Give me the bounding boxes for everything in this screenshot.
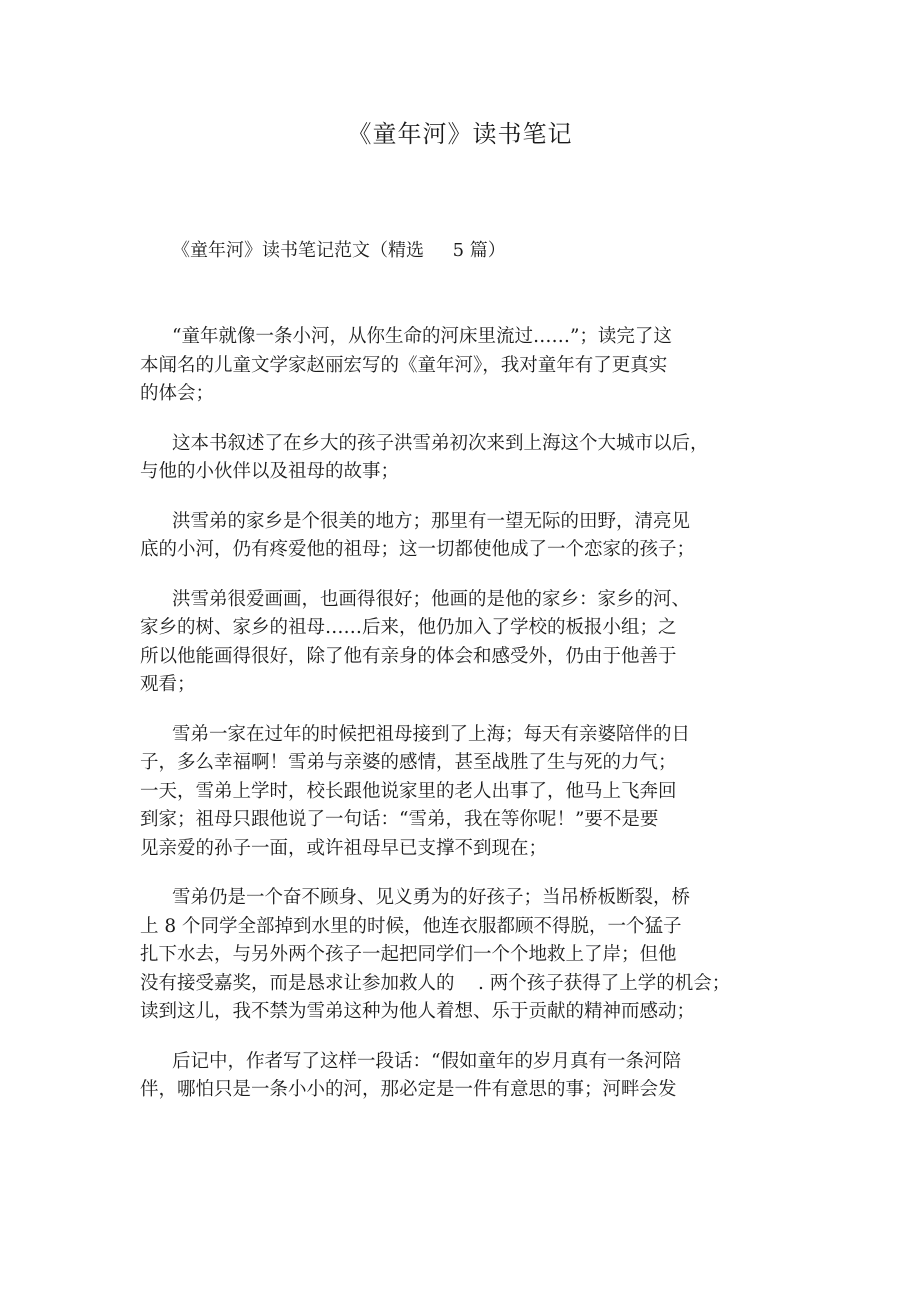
text-line: 底的小河，仍有疼爱他的祖母；这一切都使他成了一个恋家的孩子； — [140, 539, 696, 560]
document-body — [140, 323, 780, 1126]
text-line: 没有接受嘉奖，而是恳求让参加救人的 . 两个孩子获得了上学的机会； — [140, 972, 731, 994]
text-line: 观看； — [140, 674, 196, 695]
paragraph — [140, 508, 780, 565]
document-title: 《童年河》读书笔记 — [347, 120, 573, 148]
text-line: 所以他能画得很好，除了他有亲身的体会和感受外，仍由于他善于 — [140, 645, 677, 667]
text-line: 到家；祖母只跟他说了一句话：“雪弟，我在等你呢！”要不是要 — [140, 809, 659, 830]
text-line: 雪弟仍是一个奋不顾身、见义勇为的好孩子；当吊桥板断裂，桥 — [172, 887, 691, 908]
paragraph — [140, 721, 780, 864]
text-line: 伴，哪怕只是一条小小的河，那必定是一件有意思的事；河畔会发 — [140, 1079, 677, 1100]
text-line: 家乡的树、家乡的祖母……后来，他仍加入了学校的板报小组；之 — [140, 617, 677, 638]
text-line: 后记中，作者写了这样一段话：“假如童年的岁月真有一条河陪 — [172, 1050, 681, 1072]
paragraph — [140, 430, 780, 487]
paragraph — [140, 884, 780, 1027]
text-line: 的体会； — [140, 383, 215, 404]
text-line: 一天，雪弟上学时，校长跟他说家里的老人出事了，他马上飞奔回 — [140, 780, 677, 802]
text-line: 雪弟一家在过年的时候把祖母接到了上海；每天有亲婆陪伴的日 — [172, 723, 691, 745]
document-subtitle: 《童年河》读书笔记范文（精选 5 篇） — [172, 240, 506, 261]
text-line: 见亲爱的孙子一面，或许祖母早已支撑不到现在； — [140, 837, 548, 859]
text-line: 这本书叙述了在乡大的孩子洪雪弟初次来到上海这个大城市以后， — [172, 432, 709, 454]
paragraph — [140, 1048, 780, 1105]
paragraph — [140, 323, 780, 409]
text-line: 上 8 个同学全部掉到水里的时候，他连衣服都顾不得脱，一个猛子 — [140, 915, 682, 937]
text-line: 子，多么幸福啊！雪弟与亲婆的感情，甚至战胜了生与死的力气； — [140, 752, 677, 773]
text-line: 本闻名的儿童文学家赵丽宏写的《童年河》，我对童年有了更真实 — [140, 354, 668, 376]
paragraph — [140, 586, 780, 700]
text-line: 洪雪弟很爱画画，也画得很好；他画的是他的家乡：家乡的河、 — [172, 588, 691, 610]
text-line: 与他的小伙伴以及祖母的故事； — [140, 461, 400, 482]
text-line: 扎下水去，与另外两个孩子一起把同学们一个个地救上了岸；但他 — [140, 944, 677, 965]
text-line: 读到这儿，我不禁为雪弟这种为他人着想、乐于贡献的精神而感动； — [140, 1001, 696, 1022]
text-line: “童年就像一条小河，从你生命的河床里流过……”；读完了这 — [172, 326, 672, 347]
text-line: 洪雪弟的家乡是个很美的地方；那里有一望无际的田野，清亮见 — [172, 510, 691, 532]
